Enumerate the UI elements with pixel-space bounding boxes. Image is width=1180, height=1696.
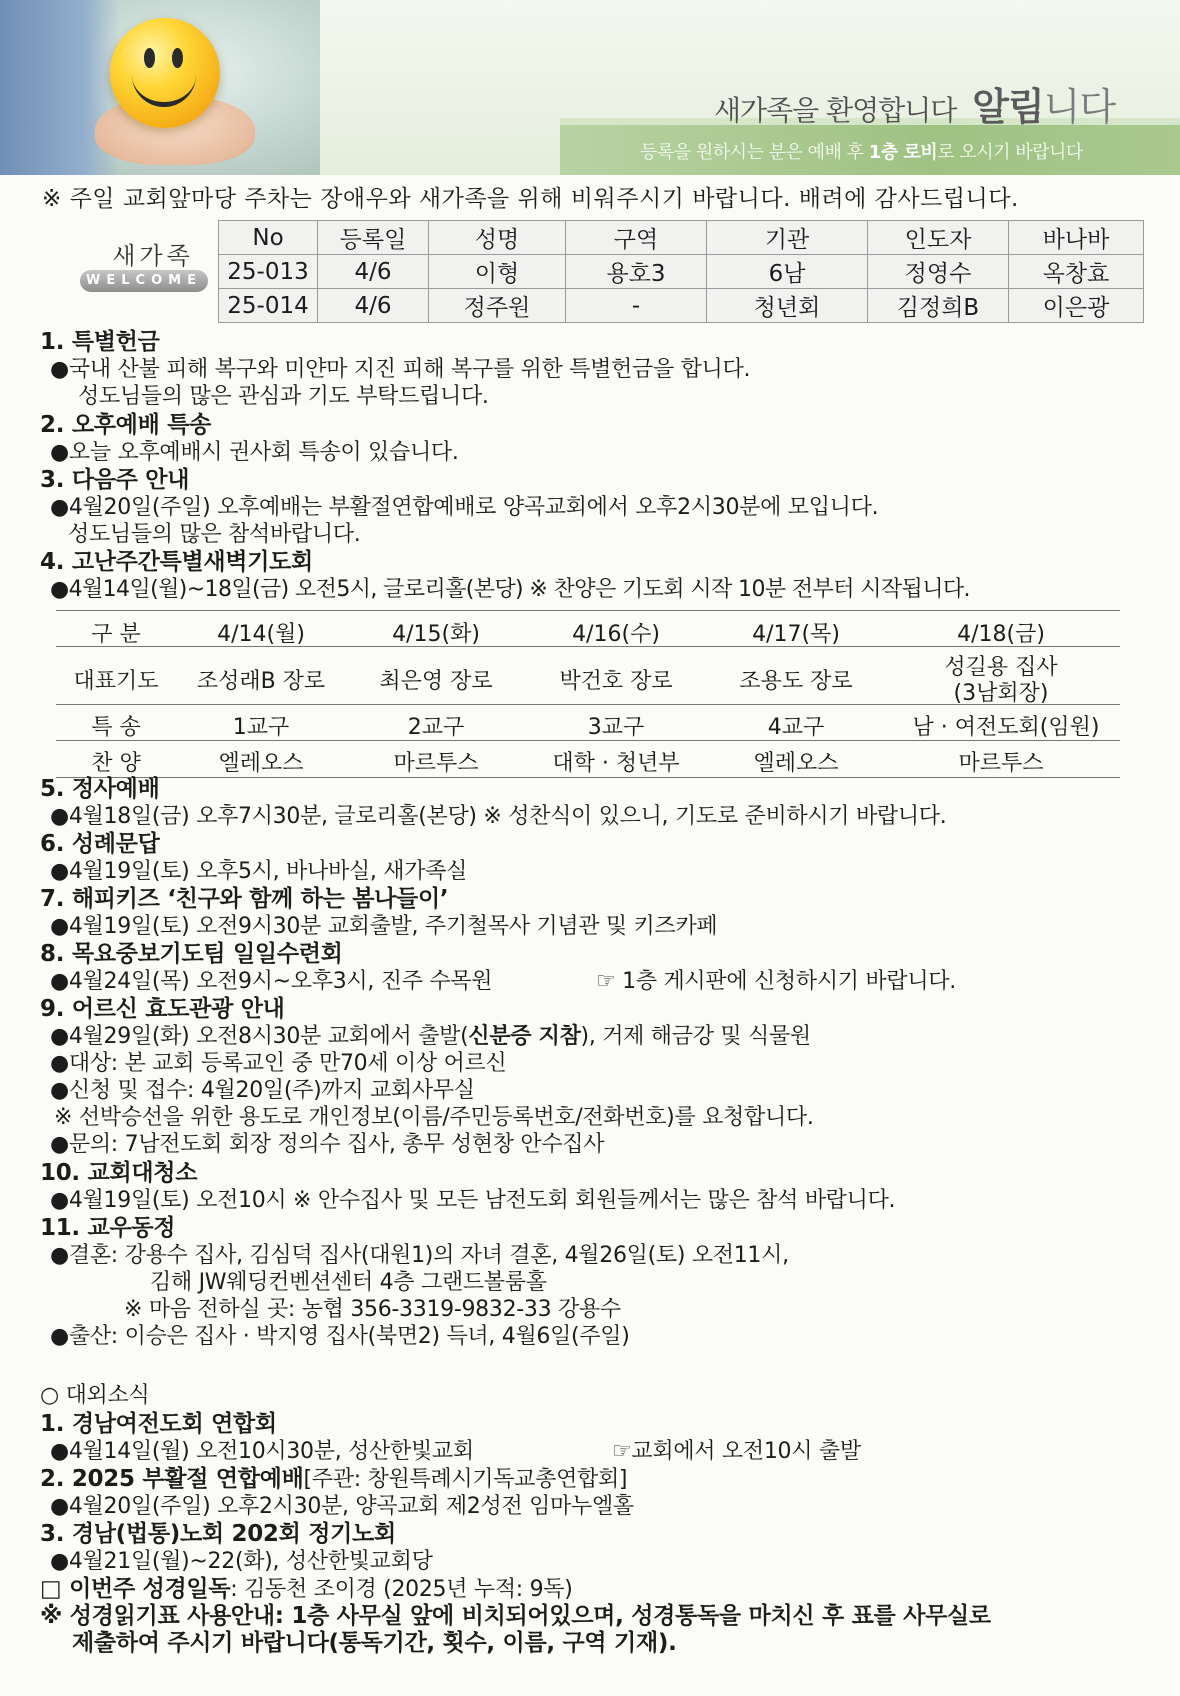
item-text: 4월20일(주일) 오후예배는 부활절연합예배로 양곡교회에서 오후2시30분에 모입니다. [68,495,879,520]
cell: 이형 [429,255,566,289]
table-row [219,289,1144,323]
list-item [50,1324,630,1350]
register-post: 로 오시기 바랍니다 [937,142,1083,163]
list-item [50,1051,506,1077]
item-9-title: 9. 어르신 효도관광 안내 [40,996,285,1022]
col-reg-date: 등록일 [318,221,429,255]
item-1-title: 1. 특별헌금 [40,329,160,355]
col-name: 성명 [429,221,566,255]
item-6-title: 6. 성례문답 [40,831,160,857]
col-district: 구역 [566,221,707,255]
smiley-ball-photo [0,0,320,175]
cell: 정주원 [429,289,566,323]
item-text: 4월18일(금) 오후7시30분, 글로리홀(본당) ※ 성찬식이 있으니, 기도로 준비하시기 바랍니다. [68,804,947,829]
col-guide: 인도자 [868,221,1009,255]
bullet-icon: ● [50,1324,69,1349]
cell: 4/6 [318,255,429,289]
list-item [50,859,467,885]
item-text: 오늘 오후예배시 권사회 특송이 있습니다. [68,440,459,465]
item-text: ☞교회에서 오전10시 출발 [612,1439,861,1464]
list-item [50,969,492,995]
register-note [640,138,1083,164]
cell: 마르투스 [958,751,1044,776]
header-banner [0,0,1180,175]
cell: 박건호 장로 [559,669,673,694]
table-row [219,255,1144,289]
bullet-icon: ● [50,1494,69,1519]
external-2-title-rest: [주관: 창원특례시기독교총연합회] [303,1467,628,1492]
cell: 조용도 장로 [739,669,853,694]
item-text: 김해 JW웨딩컨벤션센터 4층 그랜드볼룸홀 [150,1270,547,1295]
item-text: 4월20일(주일) 오후2시30분, 양곡교회 제2성전 임마누엘홀 [68,1494,634,1519]
item-text: 4월21일(월)~22(화), 성산한빛교회당 [68,1549,433,1574]
bible-reading-line [40,1576,573,1603]
list-item [50,495,878,521]
bullet-icon: ● [50,1439,69,1464]
smiley-eye-left [144,48,155,68]
col-org: 기관 [707,221,868,255]
cell: 25-013 [219,255,318,289]
item-10-title: 10. 교회대청소 [40,1160,198,1186]
bullet-icon: ● [50,914,69,939]
item-text: 4월19일(토) 오후5시, 바나바실, 새가족실 [68,859,468,884]
bullet-icon: ● [50,1078,69,1103]
bullet-icon: ● [50,1051,69,1076]
bullet-icon: ● [50,804,69,829]
cell: 4/16(수) [572,622,660,647]
item-text: 대상: 본 교회 등록교인 중 만70세 이상 어르신 [68,1051,507,1076]
cell: 6남 [707,255,868,289]
bible-reading-names: : 김동천 조이경 (2025년 누적: 9독) [230,1577,573,1602]
cell: 대표기도 [73,669,159,694]
welcome-text: 새가족을 환영합니다 [714,94,957,127]
bullet-icon: ● [50,969,69,994]
item-4-title: 4. 고난주간특별새벽기도회 [40,549,313,575]
cell: 정영수 [868,255,1009,289]
cell: 3교구 [587,715,645,740]
cell: 4/15(화) [392,622,480,647]
smiley-face-icon [110,18,220,128]
notice-rest: 니다 [1043,85,1116,129]
cell: 김정희B [868,289,1009,323]
item-text: 4월29일(화) 오전8시30분 교회에서 출발( [68,1024,469,1049]
register-bold: 1층 로비 [868,142,938,163]
bullet-icon: ● [50,357,69,382]
cell: 성길용 집사 [944,655,1058,680]
cell: 4/17(목) [752,622,840,647]
bullet-icon: ● [50,495,69,520]
external-news-title: ○ 대외소식 [40,1383,150,1408]
register-pre: 등록을 원하시는 분은 예배 후 [640,142,869,163]
parking-notice: ※ 주일 교회앞마당 주차는 장애우와 새가족을 위해 비워주시기 바랍니다. 배려에 감사드립니다. [42,186,1019,212]
item-text: 국내 산불 피해 복구와 미얀마 지진 피해 복구를 위한 특별헌금을 합니다. [68,357,751,382]
cell: 조성래B 장로 [196,669,326,694]
cell: 엘레오스 [218,751,304,776]
cell: 찬 양 [91,751,141,776]
col-no: No [219,221,318,255]
external-2-title [40,1466,627,1493]
new-family-table [218,220,1144,323]
item-text: ☞ 1층 게시판에 신청하시기 바랍니다. [596,969,956,994]
bible-guide-line-1: ※ 성경읽기표 사용안내: 1층 사무실 앞에 비치되어있으며, 성경통독을 마치신 후 표를 사무실로 [40,1603,991,1629]
cell: 마르투스 [393,751,479,776]
item-11-title: 11. 교우동정 [40,1215,176,1241]
list-item [50,914,717,940]
external-3-title: 3. 경남(법통)노회 202회 정기노회 [40,1521,396,1547]
item-text: 4월19일(토) 오전9시30분 교회출발, 주기철목사 기념관 및 키즈카페 [68,914,718,939]
cell: 구 분 [91,622,141,647]
item-7-title: 7. 해피키즈 ‘친구와 함께 하는 봄나들이’ [40,886,449,912]
bullet-icon: ● [50,1243,69,1268]
cell: 엘레오스 [753,751,839,776]
item-text: 신청 및 접수: 4월20일(주)까지 교회사무실 [68,1078,475,1103]
item-3-title: 3. 다음주 안내 [40,467,190,493]
list-item [50,440,459,466]
cell: 4교구 [767,715,825,740]
table-row [56,646,1120,705]
item-text: ※ 마음 전하실 곳: 농협 356-3319-9832-33 강용수 [124,1297,621,1322]
cell: 특 송 [91,715,141,740]
cell: - [566,289,707,323]
cell: 대학 · 청년부 [552,751,680,776]
external-1-title: 1. 경남여전도회 연합회 [40,1411,277,1437]
cell: 1교구 [232,715,290,740]
item-text: 결혼: 강용수 집사, 김심덕 집사(대원1)의 자녀 결혼, 4월26일(토) 오전11시, [68,1243,789,1268]
smiley-eye-right [172,48,183,68]
item-text: 출산: 이승은 집사 · 박지영 집사(북면2) 득녀, 4월6일(주일) [68,1324,630,1349]
cell: 옥창효 [1009,255,1144,289]
cell: (3남회장) [953,681,1049,706]
bullet-icon: ● [50,1188,69,1213]
item-text-bold: 신분증 지참 [468,1024,581,1049]
bible-guide-line-2: 제출하여 주시기 바랍니다(통독기간, 횟수, 이름, 구역 기재). [72,1630,677,1656]
table-row [56,740,1120,778]
item-text: 4월24일(목) 오전9시~오후3시, 진주 수목원 [68,969,493,994]
bullet-icon: ● [50,1132,69,1157]
cell: 2교구 [407,715,465,740]
smiley-mouth [132,68,196,107]
notice-bold: 알림 [972,85,1044,129]
item-text: 4월14일(월)~18일(금) 오전5시, 글로리홀(본당) ※ 찬양은 기도회 시작 10분 전부터 시작됩니다. [68,577,970,602]
list-item [50,804,946,830]
bullet-icon: ● [50,1024,69,1049]
list-item [50,1132,604,1158]
item-text: ※ 선박승선을 위한 용도로 개인정보(이름/주민등록번호/전화번호)를 요청합니다. [54,1105,814,1130]
list-item [50,1549,433,1575]
table-row [56,704,1120,741]
bullet-icon: ● [50,1549,69,1574]
cell: 남 · 여전도회(임원) [912,715,1100,740]
list-item [50,1078,475,1104]
page-title [714,76,1115,131]
item-text: 4월14일(월) 오전10시30분, 성산한빛교회 [68,1439,474,1464]
list-item [50,577,970,603]
list-item [50,1494,634,1520]
item-text: ), 거제 해금강 및 식물원 [580,1024,811,1049]
list-item [50,1439,474,1465]
cell: 최은영 장로 [379,669,493,694]
external-2-title-bold: 2. 2025 부활절 연합예배 [40,1466,304,1492]
new-family-label: 새가족 [112,242,194,270]
cell: 4/6 [318,289,429,323]
item-2-title: 2. 오후예배 특송 [40,412,212,438]
bullet-icon: ● [50,577,69,602]
new-family-header-row [219,221,1144,255]
table-row [56,610,1120,647]
list-item [50,1188,895,1214]
col-barnabas: 바나바 [1009,221,1144,255]
cell: 25-014 [219,289,318,323]
item-text: 문의: 7남전도회 회장 정의수 집사, 총무 성현창 안수집사 [68,1132,605,1157]
bullet-icon: ● [50,440,69,465]
list-item [50,357,750,383]
cell: 4/18(금) [957,622,1045,647]
cell: 청년회 [707,289,868,323]
welcome-badge: WELCOME [80,270,208,292]
cell: 4/14(월) [217,622,305,647]
bible-reading-label: □ 이번주 성경일독 [40,1576,231,1602]
item-text: 성도님들의 많은 참석바랍니다. [68,522,361,547]
list-item [50,1024,811,1050]
item-5-title: 5. 정사예배 [40,776,160,802]
cell: 이은광 [1009,289,1144,323]
list-item [50,1243,789,1269]
bullet-icon: ● [50,859,69,884]
item-text: 4월19일(토) 오전10시 ※ 안수집사 및 모든 남전도회 회원들께서는 많은 참석 바랍니다. [68,1188,896,1213]
item-8-title: 8. 목요중보기도팀 일일수련회 [40,941,343,967]
item-text: 성도님들의 많은 관심과 기도 부탁드립니다. [78,384,489,409]
cell: 용호3 [566,255,707,289]
